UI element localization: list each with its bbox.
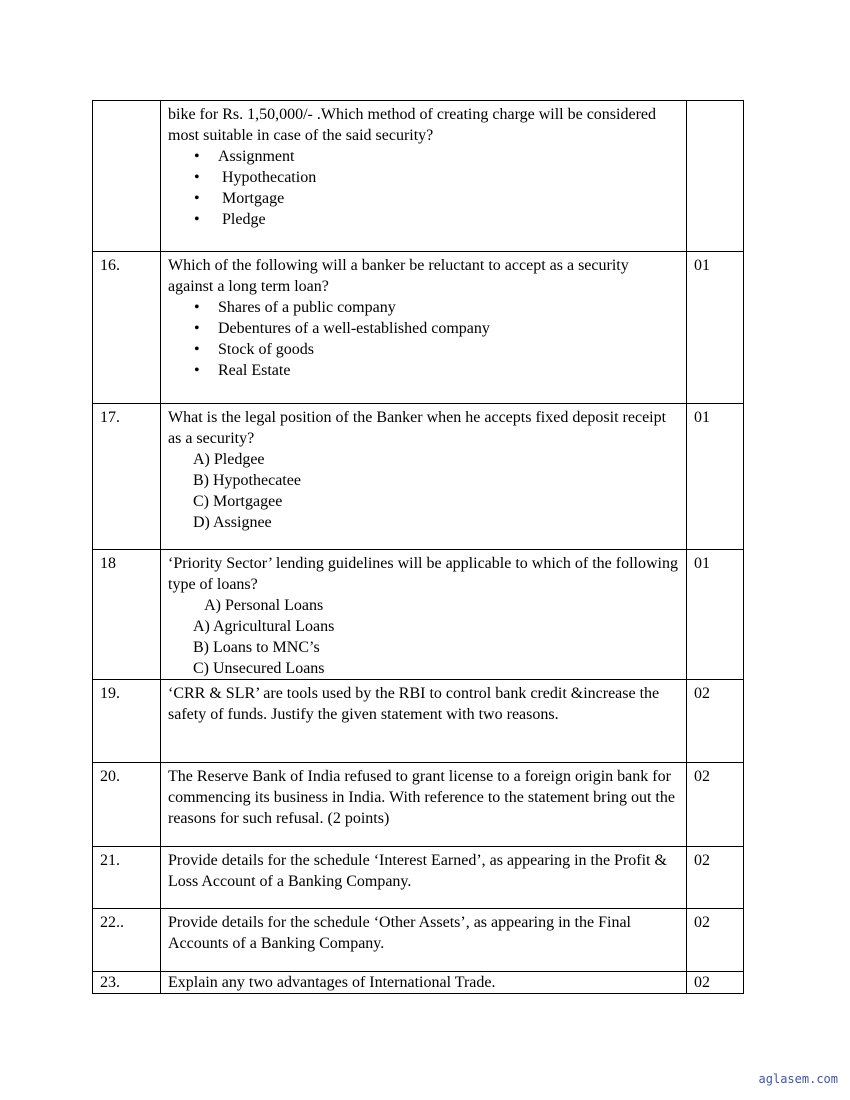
marks-cell: 01 <box>687 550 744 680</box>
question-text: Which of the following will a banker be reluctant to accept as a security against a long term loan? <box>168 257 629 295</box>
list-item: • Pledge <box>191 209 678 230</box>
question-text: What is the legal position of the Banker when he accepts fixed deposit receipt as a security? <box>168 409 667 447</box>
marks-cell: 02 <box>687 763 744 847</box>
table-row <box>93 404 744 550</box>
marks-cell: 02 <box>687 909 744 972</box>
question-number: 17. <box>93 404 161 550</box>
marks-cell: 02 <box>687 972 744 994</box>
option-list <box>168 297 678 381</box>
question-text: bike for Rs. 1,50,000/- .Which method of creating charge will be considered most suitable in case of the said security? <box>168 106 657 144</box>
table-row <box>93 101 744 252</box>
question-text: Provide details for the schedule ‘Other Assets’, as appearing in the Final Accounts of a Banking Company. <box>161 909 687 972</box>
marks-cell: 01 <box>687 404 744 550</box>
question-cell <box>161 101 687 252</box>
question-number: 19. <box>93 680 161 763</box>
question-cell <box>161 404 687 550</box>
question-text: Provide details for the schedule ‘Interest Earned’, as appearing in the Profit & Loss Account of a Banking Company. <box>161 847 687 909</box>
question-text: The Reserve Bank of India refused to grant license to a foreign origin bank for commencing its business in India. With reference to the statement bring out the reasons for such refusal. (2 points) <box>161 763 687 847</box>
question-number: 23. <box>93 972 161 994</box>
list-item: A) Agricultural Loans <box>193 618 335 635</box>
list-item: B) Loans to MNC’s <box>193 639 320 656</box>
table-row <box>93 680 744 763</box>
table-row <box>93 763 744 847</box>
question-number: 18 <box>93 550 161 680</box>
list-item: • Hypothecation <box>191 167 678 188</box>
option-list <box>168 595 678 679</box>
question-number: 21. <box>93 847 161 909</box>
table-row <box>93 847 744 909</box>
list-item: • Mortgage <box>191 188 678 209</box>
question-cell <box>161 252 687 404</box>
list-item: B) Hypothecatee <box>193 472 301 489</box>
question-text: ‘CRR & SLR’ are tools used by the RBI to control bank credit &increase the safety of funds. Justify the given statement with two reasons. <box>161 680 687 763</box>
list-item: • Shares of a public company <box>191 297 678 318</box>
list-item: A) Personal Loans <box>193 597 324 614</box>
list-item: C) Unsecured Loans <box>193 660 325 677</box>
table-row <box>93 252 744 404</box>
list-item: • Stock of goods <box>191 339 678 360</box>
question-number: 20. <box>93 763 161 847</box>
list-item: • Assignment <box>191 146 678 167</box>
question-number: 16. <box>93 252 161 404</box>
question-number <box>93 101 161 252</box>
question-text: Explain any two advantages of International Trade. <box>161 972 687 994</box>
option-list <box>168 449 678 533</box>
list-item: • Real Estate <box>191 360 678 381</box>
marks-cell <box>687 101 744 252</box>
table-row <box>93 972 744 994</box>
marks-cell: 02 <box>687 680 744 763</box>
option-list <box>168 146 678 230</box>
list-item: C) Mortgagee <box>193 493 283 510</box>
list-item: D) Assignee <box>193 514 272 531</box>
list-item: • Debentures of a well-established company <box>191 318 678 339</box>
marks-cell: 02 <box>687 847 744 909</box>
table-row <box>93 550 744 680</box>
question-number: 22.. <box>93 909 161 972</box>
table-row <box>93 909 744 972</box>
question-table <box>92 100 744 994</box>
watermark-link[interactable]: aglasem.com <box>758 1072 838 1086</box>
question-text: ‘Priority Sector’ lending guidelines will be applicable to which of the following type of loans? <box>168 555 678 593</box>
marks-cell: 01 <box>687 252 744 404</box>
question-cell <box>161 550 687 680</box>
list-item: A) Pledgee <box>193 451 265 468</box>
